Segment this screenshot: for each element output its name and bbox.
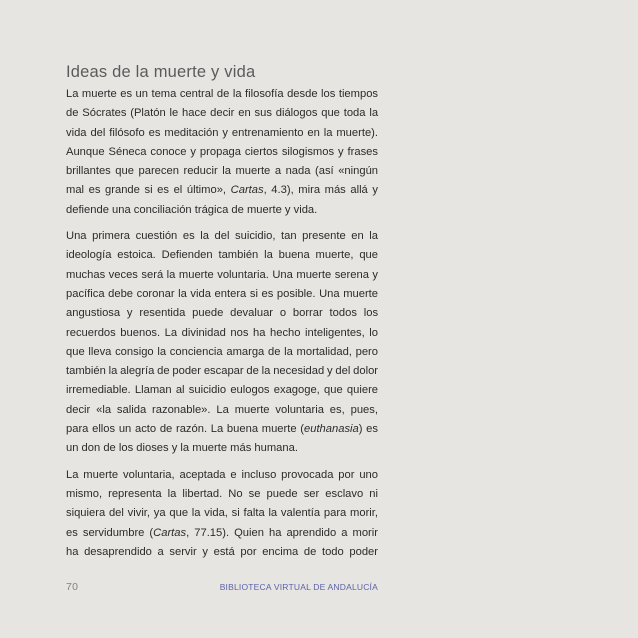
text-line: que lleva consigo la conciencia amarga de la mortalidad, pero	[66, 345, 378, 358]
text-line: de Sócrates (Platón le hace decir en sus diálogos que toda la	[66, 107, 379, 120]
text-line: también la alegría de poder escapar de la necesidad y del dolor	[66, 365, 379, 378]
text-line: ha desaprendido a servir y está por encima de todo poder	[66, 545, 379, 558]
text-line: decir «la salida razonable». La muerte voluntaria es, pues,	[66, 403, 378, 416]
text-line: pacífica debe coronar la vida entera si es posible. Una muerte	[66, 287, 379, 300]
text-line: brillantes que parecen reducir la muerte a nada (así «ningún	[66, 165, 379, 178]
text-line: mal es grande si es el último», Cartas, 4.3), mira más allá y	[66, 184, 378, 197]
paragraph	[66, 85, 378, 220]
text-line: angustiosa y resentida puede devaluar o borrar todos los	[66, 307, 379, 320]
text-line: para ellos un acto de razón. La buena muerte (euthanasia) es	[66, 423, 378, 436]
body-text	[66, 85, 378, 562]
page-footer	[66, 581, 378, 595]
paragraph	[66, 227, 378, 459]
text-line: muchas veces será la muerte voluntaria. Una muerte serena y	[66, 268, 379, 281]
text-line: recuerdos buenos. La divinidad nos ha hecho inteligentes, lo	[66, 326, 379, 339]
italic-title: Cartas	[230, 184, 264, 197]
text-line: mismo, representa la libertad. No se puede ser esclavo ni	[66, 487, 378, 500]
section-heading: Ideas de la muerte y vida	[66, 63, 256, 81]
text-line: ideología estoica. Defienden también la buena muerte, que	[66, 249, 378, 262]
text-line: irremediable. Llaman al suicidio eulogos exagoge, que quiere	[66, 384, 379, 397]
text-line: Una primera cuestión es la del suicidio, tan presente en la	[66, 230, 379, 243]
text-line: La muerte es un tema central de la filosofía desde los tiempos	[66, 88, 379, 100]
page-number: 70	[66, 581, 79, 593]
text-line: vida del filósofo es meditación y entrenamiento en la muerte).	[66, 126, 379, 139]
text-line: defiende una conciliación trágica de muerte y vida.	[66, 203, 318, 216]
text-line: es servidumbre (Cartas, 77.15). Quien ha aprendido a morir	[66, 526, 378, 539]
library-name: BIBLIOTECA VIRTUAL DE ANDALUCÍA	[219, 582, 378, 592]
paragraph	[66, 466, 378, 562]
text-line: Aunque Séneca conoce y propaga ciertos silogismos y frases	[66, 145, 378, 158]
text-line: siquiera del vivir, ya que la vida, si falta la valentía para morir,	[66, 507, 378, 520]
italic-title: euthanasia	[304, 423, 359, 436]
text-line: La muerte voluntaria, aceptada e incluso provocada por uno	[66, 468, 378, 481]
text-line: un don de los dioses y la muerte más humana.	[66, 442, 298, 455]
italic-title: Cartas	[153, 526, 187, 539]
